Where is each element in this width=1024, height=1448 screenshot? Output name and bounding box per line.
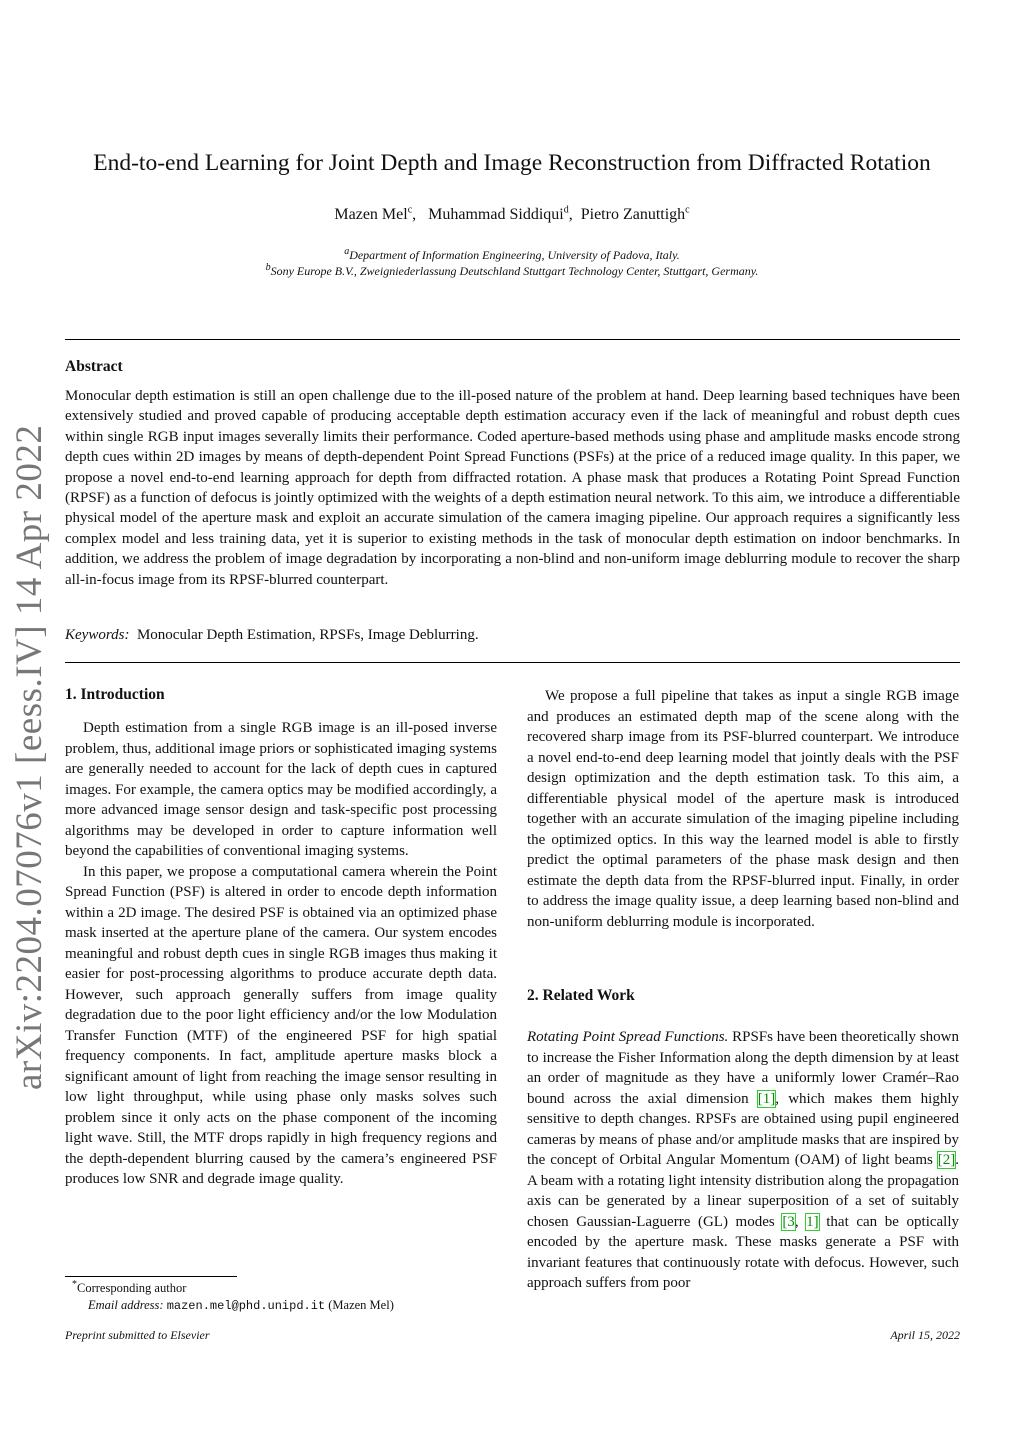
author-affiliation-mark: c — [685, 204, 690, 216]
footnote-email — [88, 1298, 394, 1313]
email-label: Email address: — [88, 1298, 164, 1312]
paper-title: End-to-end Learning for Joint Depth and Image Reconstruction from Diffracted Rotation — [93, 150, 931, 176]
email-name: (Mazen Mel) — [328, 1298, 394, 1312]
email-link[interactable]: mazen.mel@phd.unipd.it — [166, 1299, 326, 1313]
paragraph: Depth estimation from a single RGB image is an ill-posed inverse problem, thus, additional image priors or sophisticated imaging systems are generally needed to account for the lack of depth cues in captured images. For example, the camera optics may be modified accordingly, a more advanced image sensor design and task-specific post processing algorithms may be developed in order to capture information well beyond the capabilities of conventional imaging systems. — [65, 720, 497, 859]
abstract-heading: Abstract — [65, 358, 123, 375]
keywords-text: Monocular Depth Estimation, RPSFs, Image Deblurring. — [136, 627, 479, 643]
footnote-divider — [65, 1276, 237, 1277]
right-column-top — [527, 686, 959, 932]
author-name: Mazen Mel — [334, 206, 408, 223]
arxiv-stamp-text: arXiv:2204.07076v1 [eess.IV] 14 Apr 2022 — [9, 424, 50, 1090]
left-column — [65, 718, 497, 1190]
footnote-text: Corresponding author — [77, 1281, 187, 1295]
author-affiliation-mark: c — [407, 204, 413, 216]
citation-link[interactable]: [2] — [937, 1152, 956, 1168]
divider — [65, 662, 960, 663]
section-heading-related-work: 2. Related Work — [527, 987, 635, 1004]
author-affiliation-mark: d — [563, 204, 569, 216]
footer-journal: Preprint submitted to Elsevier — [65, 1328, 210, 1342]
keywords — [65, 627, 479, 644]
paragraph-text: . A beam with a rotating light intensity distribution along the propagation axis can be generated by a linear superposition of a set of suitably chosen Gaussian-Laguerre (GL) modes — [527, 1152, 959, 1230]
author-name: Pietro Zanuttigh — [580, 206, 686, 223]
affiliation-mark: b — [265, 262, 271, 273]
keywords-label: Keywords: — [65, 627, 130, 643]
affiliation-mark: a — [344, 246, 350, 257]
author-list: Mazen Mel$^c$, Muhammad Siddiqui$^d$, Pietro Zanuttigh$^c$ — [334, 204, 690, 223]
affiliation-text: Sony Europe B.V., Zweigniederlassung Deutschland Stuttgart Technology Center, Stuttgart, Germany. — [270, 264, 759, 278]
affiliation — [0, 248, 1024, 263]
footnote-corresponding — [72, 1278, 187, 1296]
paragraph: In this paper, we propose a computational camera wherein the Point Spread Function (PSF) is altered in order to encode depth information within a 2D image. The desired PSF is obtained via an optimized phase mask inserted at the aperture plane of the camera. Our system encodes meaningful and robust depth cues in single RGB images thus making it easier for post-processing algorithms to produce accurate depth data. However, such approach generally suffers from image quality degradation due to the poor light efficiency and/or the low Modulation Transfer Function (MTF) of the engineered PSF for high spatial frequency components. In fact, amplitude aperture masks block a significant amount of light from reaching the image sensor resulting in low light throughput, while using phase only masks solves such problem since it only acts on the phase component of the incoming light wave. Still, the MTF drops rapidly in high frequency regions and the depth-dependent blurring caused by the camera’s engineered PSF produces low SNR and degrade image quality. — [65, 863, 497, 1187]
paragraph — [527, 1027, 959, 1294]
paragraph: We propose a full pipeline that takes as input a single RGB image and produces an estimated depth map of the scene along with the recovered sharp image from its PSF-blurred counterpart. We introduce a novel end-to-end deep learning model that jointly deals with the PSF design optimization and the depth estimation task. To this aim, a differentiable physical model of the aperture mask is introduced together with an accurate simulation of the imaging pipeline including the optimized optics. In this way the learned model is able to firstly predict the optimal parameters of the phase mask design and then estimate the depth data from the RPSF-blurred input. Finally, in order to address the image quality issue, a deep learning based non-blind and non-uniform deblurring module is incorporated. — [527, 688, 959, 930]
citation-link[interactable]: 1] — [806, 1213, 819, 1230]
paragraph-lead: Rotating Point Spread Functions. — [527, 1029, 729, 1045]
paragraph-text: that can be optically encoded by the aperture mask. These masks generate a PSF with invariant features that continuously rotate with defocus. However, such approach suffers from poor — [527, 1213, 960, 1291]
author-name: Muhammad Siddiqui — [428, 206, 564, 223]
paragraph-text: , which makes them highly sensitive to depth changes. RPSFs are obtained using pupil engineered cameras by means of phase and/or amplitude masks that are inspired by the concept of Orbital Angular Momentum (OAM) of light beams — [527, 1090, 959, 1168]
affiliation — [0, 264, 1024, 279]
citation-link[interactable]: [3 — [782, 1213, 795, 1230]
abstract-text: Monocular depth estimation is still an open challenge due to the ill-posed nature of the problem at hand. Deep learning based techniques have been extensively studied and proved capable of producing acceptable depth estimation accuracy even if the lack of meaningful and robust depth cues within single RGB input images severally limits their performance. Coded aperture-based methods using phase and amplitude masks encode strong depth cues within 2D images by means of depth-dependent Point Spread Functions (PSFs) at the price of a reduced image quality. In this paper, we propose a novel end-to-end learning approach for depth from diffracted rotation. A phase mask that produces a Rotating Point Spread Function (RPSF) as a function of defocus is jointly optimized with the weights of a depth estimation neural network. To this aim, we introduce a differentiable physical model of the aperture mask and exploit an accurate simulation of the camera imaging pipeline. Our approach requires a significantly less complex model and less training data, yet it is superior to existing methods in the task of monocular depth estimation on indoor benchmarks. In addition, we address the problem of image degradation by incorporating a non-blind and non-uniform image deblurring module to recover the sharp all-in-focus image from its RPSF-blurred counterpart. — [65, 388, 960, 588]
affiliation-text: Department of Information Engineering, University of Padova, Italy. — [349, 248, 680, 262]
paragraph-text: RPSFs have been theoretically shown to increase the Fisher Information along the depth dimension by at least an order of magnitude as they have a uniformly lower Cramér–Rao bound across the axial dimension — [527, 1029, 960, 1107]
footnote-mark: * — [72, 1278, 77, 1290]
divider — [65, 339, 960, 340]
right-column-bottom — [527, 1027, 959, 1294]
citation-separator: , — [794, 1213, 807, 1230]
section-heading-introduction: 1. Introduction — [65, 686, 165, 703]
footer-date: April 15, 2022 — [890, 1328, 960, 1342]
citation-link[interactable]: [1] — [757, 1090, 776, 1107]
